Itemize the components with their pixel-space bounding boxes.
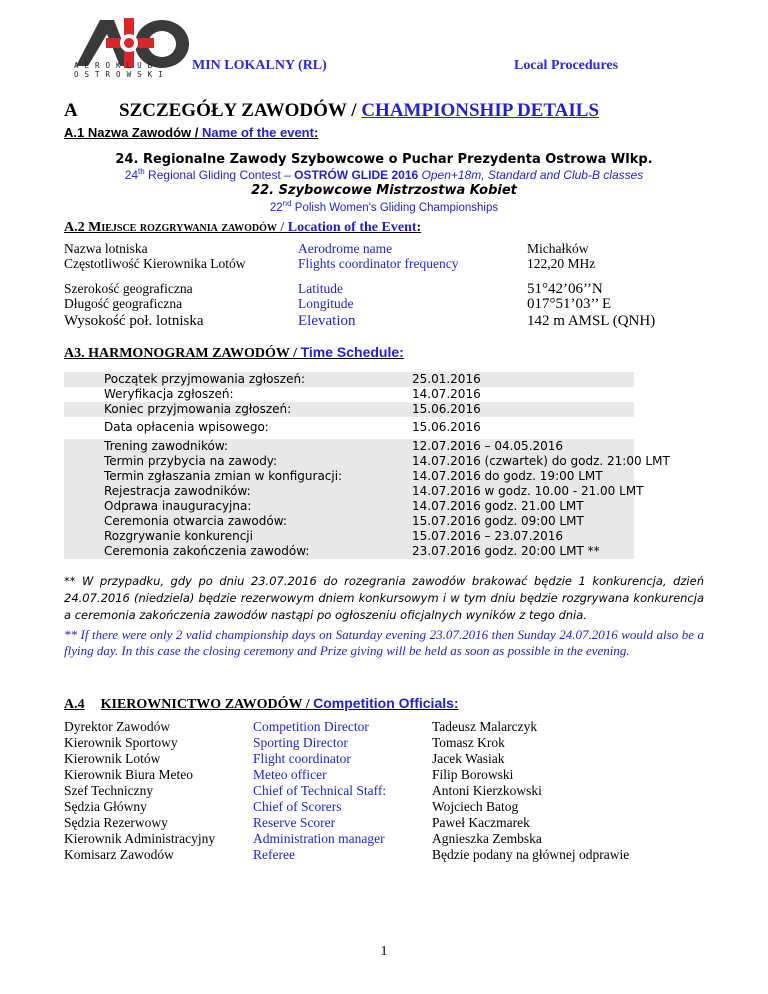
official-role-pl: Szef Techniczny bbox=[64, 783, 154, 798]
schedule-table bbox=[64, 372, 670, 572]
schedule-label: Koniec przyjmowania zgłoszeń: bbox=[104, 402, 292, 416]
a1-label-en: Name of the event bbox=[201, 125, 314, 140]
official-role-en: Administration manager bbox=[253, 831, 385, 846]
location-label-pl: Wysokość poł. lotniska bbox=[64, 313, 204, 329]
schedule-row bbox=[64, 484, 644, 499]
schedule-label: Rozgrywanie konkurencji bbox=[104, 529, 253, 543]
official-role-pl: Sędzia Rezerwowy bbox=[64, 815, 168, 830]
official-role-en: Chief of Scorers bbox=[253, 799, 342, 814]
schedule-label: Rejestracja zawodników: bbox=[104, 484, 251, 498]
a2-sep: / bbox=[276, 220, 288, 235]
official-role-en: Chief of Technical Staff: bbox=[253, 783, 387, 798]
official-name: Antoni Kierzkowski bbox=[432, 783, 542, 798]
a2-label-pl: Miejsce rozgrywania zawodów bbox=[88, 220, 277, 235]
schedule-row bbox=[64, 420, 634, 435]
schedule-value: 14.07.2016 do godz. 19:00 LMT bbox=[412, 469, 603, 483]
logo-text-aeroklub: AEROKLUB bbox=[74, 61, 159, 70]
a4-num: A.4 bbox=[64, 697, 85, 712]
location-value: 142 m AMSL (QNH) bbox=[527, 313, 656, 329]
official-role-en: Referee bbox=[253, 847, 295, 862]
schedule-label: Termin przybycia na zawody: bbox=[104, 454, 278, 468]
official-role-en: Sporting Director bbox=[253, 735, 348, 750]
schedule-row bbox=[64, 402, 634, 417]
a1-label-pl: A.1 Nazwa Zawodów / bbox=[64, 125, 202, 140]
official-name: Jacek Wasiak bbox=[432, 751, 505, 766]
schedule-label: Weryfikacja zgłoszeń: bbox=[104, 387, 234, 401]
official-role-pl: Kierownik Lotów bbox=[64, 751, 161, 766]
official-name: Filip Borowski bbox=[432, 767, 514, 782]
schedule-value: 12.07.2016 – 04.05.2016 bbox=[412, 439, 564, 453]
schedule-row bbox=[64, 439, 634, 454]
official-role-en: Competition Director bbox=[253, 719, 369, 734]
schedule-label: Odprawa inauguracyjna: bbox=[104, 499, 252, 513]
schedule-value: 25.01.2016 bbox=[412, 372, 481, 386]
location-label-en: Flights coordinator frequency bbox=[298, 256, 459, 271]
event-name-en-mid: Regional Gliding Contest – bbox=[144, 168, 295, 182]
location-value: 017°51’03’’ E bbox=[527, 296, 612, 312]
schedule-note-en: ** If there were only 2 valid championship days on Saturday evening 23.07.2016 then Sunday 24.07.2016 would also be a flying day. In this case the closing ceremony and Prize giving will be held as soon as possible in the evening. bbox=[64, 627, 704, 658]
logo-text-ostrowski: OSTROWSKI bbox=[74, 70, 169, 79]
schedule-row bbox=[64, 544, 634, 559]
a1-colon: : bbox=[313, 125, 319, 140]
official-role-pl: Kierownik Administracyjny bbox=[64, 831, 216, 846]
section-a-title-en: CHAMPIONSHIP DETAILS bbox=[361, 100, 600, 121]
schedule-label: Termin zgłaszania zmian w konfiguracji: bbox=[104, 469, 343, 483]
official-role-pl: Komisarz Zawodów bbox=[64, 847, 174, 862]
a3-heading bbox=[64, 344, 404, 362]
schedule-row bbox=[64, 469, 634, 484]
official-name: Agnieszka Zembska bbox=[432, 831, 542, 846]
official-name: Będzie podany na głównej odprawie bbox=[432, 847, 630, 862]
a1-heading bbox=[64, 125, 318, 140]
a3-label-pl: A3. HARMONOGRAM ZAWODÓW / bbox=[64, 346, 301, 361]
women-ordinal-sup: nd bbox=[282, 199, 292, 208]
event-ordinal-sup: th bbox=[138, 167, 145, 176]
location-label-en: Latitude bbox=[298, 281, 343, 296]
official-role-pl: Kierownik Sportowy bbox=[64, 735, 178, 750]
official-name: Wojciech Batog bbox=[432, 799, 519, 814]
a3-label-en: Time Schedule: bbox=[300, 344, 404, 360]
location-label-pl: Nazwa lotniska bbox=[64, 241, 148, 256]
schedule-value: 15.06.2016 bbox=[412, 420, 481, 434]
official-role-pl: Sędzia Główny bbox=[64, 799, 147, 814]
event-classes: Open+18m, Standard and Club-B classes bbox=[418, 168, 644, 182]
women-championship-pl: 22. Szybowcowe Mistrzostwa Kobiet bbox=[251, 183, 517, 198]
official-name: Tadeusz Malarczyk bbox=[432, 719, 538, 734]
official-role-en: Meteo officer bbox=[253, 767, 327, 782]
official-role-pl: Kierownik Biura Meteo bbox=[64, 767, 193, 782]
header-right-title: Local Procedures bbox=[514, 58, 619, 73]
event-name-en bbox=[64, 167, 704, 182]
schedule-row bbox=[64, 529, 634, 544]
schedule-label: Ceremonia zakończenia zawodów: bbox=[104, 544, 310, 558]
location-value: Michałków bbox=[527, 241, 589, 256]
location-label-pl: Szerokość geograficzna bbox=[64, 281, 193, 296]
schedule-row bbox=[64, 454, 670, 469]
event-brand: OSTRÓW GLIDE 2016 bbox=[294, 168, 419, 182]
schedule-label: Trening zawodników: bbox=[104, 439, 229, 453]
location-label-pl: Długość geograficzna bbox=[64, 296, 183, 311]
schedule-label: Ceremonia otwarcia zawodów: bbox=[104, 514, 287, 528]
women-ordinal: 22 bbox=[269, 201, 283, 214]
schedule-row bbox=[64, 387, 634, 402]
schedule-value: 15.06.2016 bbox=[412, 402, 481, 416]
a2-colon: : bbox=[416, 220, 422, 235]
schedule-row bbox=[64, 372, 634, 387]
women-championship-en-text: Polish Women's Gliding Championships bbox=[291, 201, 499, 214]
schedule-row bbox=[64, 499, 634, 514]
schedule-value: 14.07.2016 bbox=[412, 387, 481, 401]
schedule-row bbox=[64, 514, 634, 529]
official-role-en: Reserve Scorer bbox=[253, 815, 336, 830]
schedule-label: Data opłacenia wpisowego: bbox=[104, 420, 269, 434]
a2-label-en: Location of the Event bbox=[287, 220, 417, 235]
official-role-en: Flight coordinator bbox=[253, 751, 351, 766]
schedule-value: 14.07.2016 w godz. 10.00 - 21.00 LMT bbox=[412, 484, 644, 498]
section-a-letter: A bbox=[64, 100, 78, 121]
a2-heading bbox=[64, 220, 421, 236]
location-label-en: Longitude bbox=[298, 296, 354, 311]
location-label-en: Aerodrome name bbox=[298, 241, 393, 256]
event-name-pl: 24. Regionalne Zawody Szybowcowe o Puchar Prezydenta Ostrowa Wlkp. bbox=[115, 152, 653, 167]
schedule-note-pl: ** W przypadku, gdy po dniu 23.07.2016 do rozegrania zawodów brakować będzie 1 konkurencja, dzień 24.07.2016 (niedziela) będzie rezerwowym dniem konkursowym i w tym dniu będzie rozgrywana konkurencja a ceremonia zakończenia zawodów nastąpi po ogłoszeniu oficjalnych wyników z tego dnia. bbox=[64, 574, 704, 622]
a2-num: A.2 bbox=[64, 220, 89, 235]
official-role-pl: Dyrektor Zawodów bbox=[64, 719, 171, 734]
location-value: 122,20 MHz bbox=[527, 256, 596, 271]
schedule-value: 14.07.2016 (czwartek) do godz. 21:00 LMT bbox=[412, 454, 670, 468]
schedule-label: Początek przyjmowania zgłoszeń: bbox=[104, 372, 306, 386]
a4-label-en: Competition Officials: bbox=[313, 695, 459, 711]
section-a-title-pl: SZCZEGÓŁY ZAWODÓW / bbox=[119, 100, 362, 121]
schedule-value: 23.07.2016 godz. 20:00 LMT ** bbox=[412, 544, 600, 558]
page-number: 1 bbox=[380, 944, 388, 959]
location-label-en: Elevation bbox=[298, 313, 356, 329]
a4-label-pl: KIEROWNICTWO ZAWODÓW / bbox=[100, 697, 314, 712]
a4-heading bbox=[64, 695, 459, 713]
schedule-value: 15.07.2016 – 23.07.2016 bbox=[412, 529, 564, 543]
section-a-heading bbox=[64, 100, 600, 122]
schedule-value: 15.07.2016 godz. 09:00 LMT bbox=[412, 514, 584, 528]
official-name: Tomasz Krok bbox=[432, 735, 505, 750]
official-name: Paweł Kaczmarek bbox=[432, 815, 530, 830]
women-championship-en bbox=[64, 199, 704, 214]
location-label-pl: Częstotliwość Kierownika Lotów bbox=[64, 256, 246, 271]
schedule-value: 14.07.2016 godz. 21.00 LMT bbox=[412, 499, 584, 513]
location-value: 51°42’06’’N bbox=[527, 281, 603, 297]
header-title: MIN LOKALNY (RL) bbox=[192, 58, 327, 73]
event-ordinal: 24 bbox=[124, 168, 139, 182]
